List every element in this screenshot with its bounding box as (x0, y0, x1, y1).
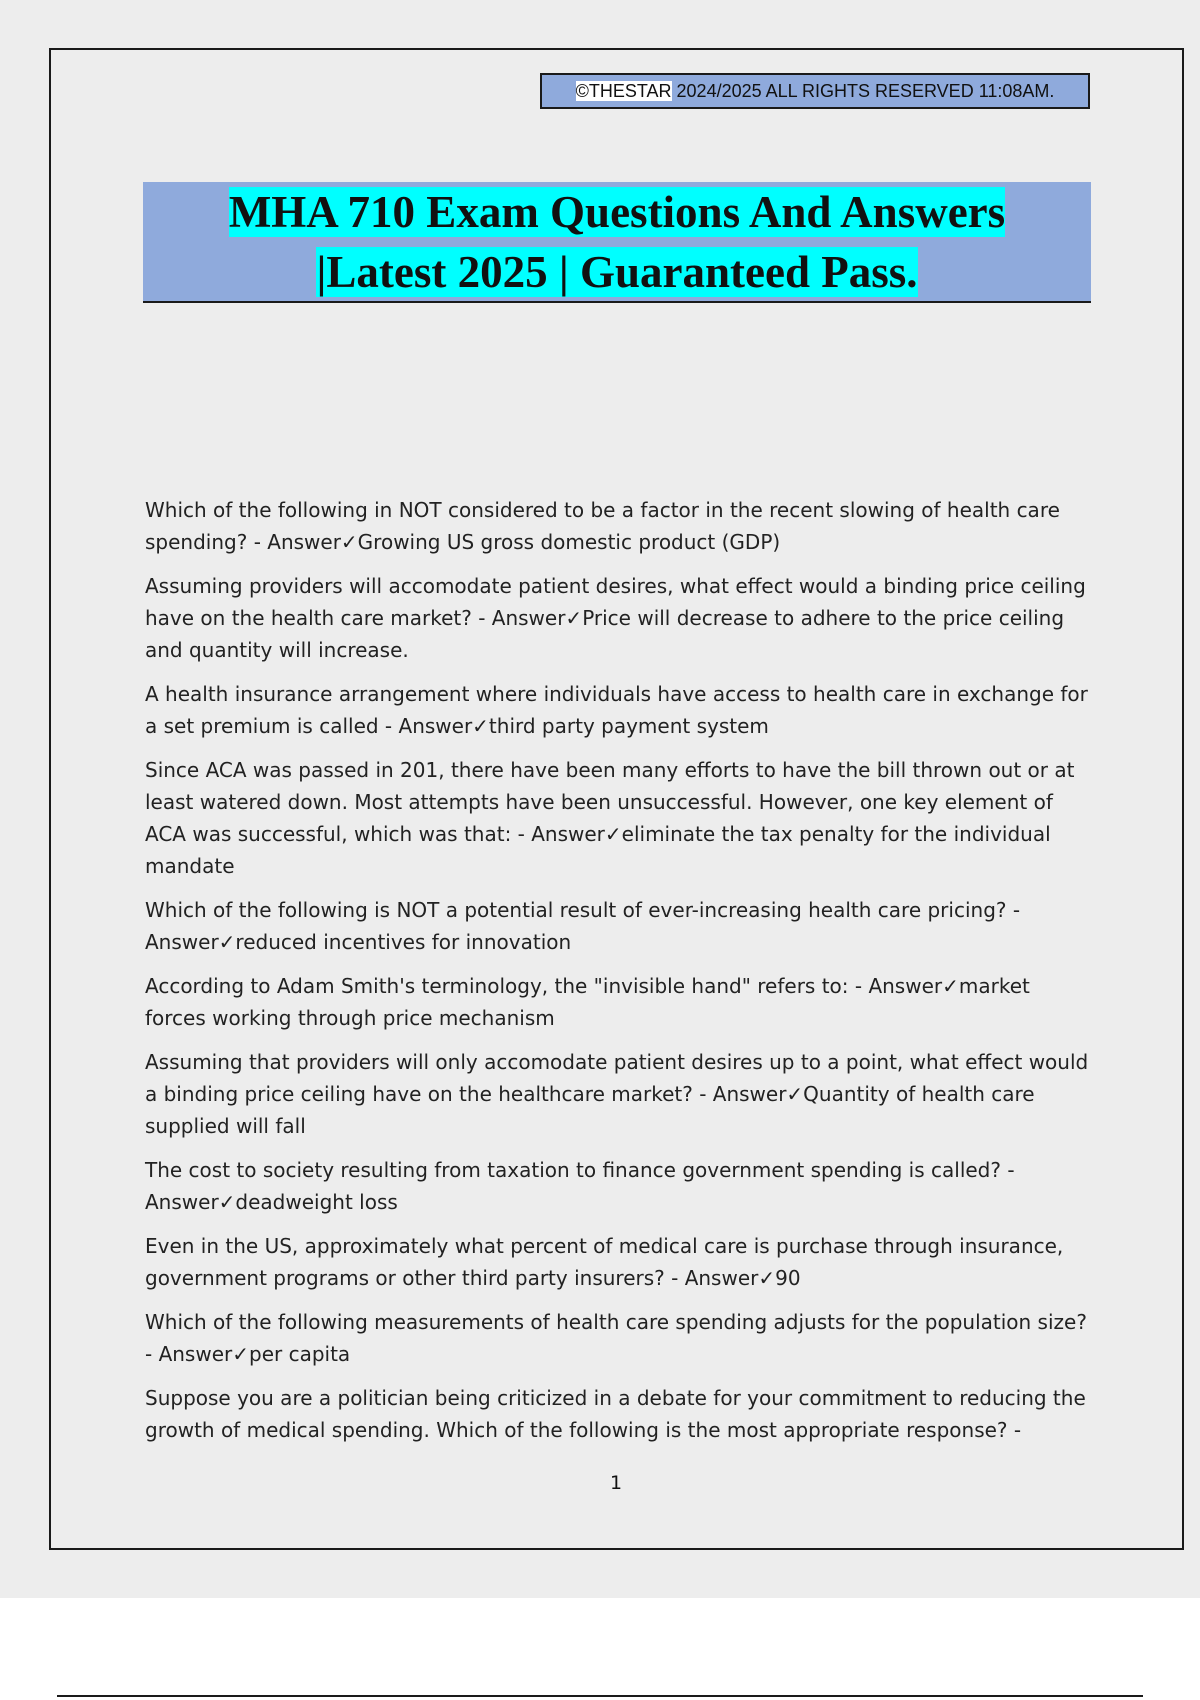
qa-item: Suppose you are a politician being criticized in a debate for your commitment to reducing the growth of medical spending. Which of the following is the most appropriate response? - (145, 1386, 1086, 1442)
qa-item: Which of the following is NOT a potential result of ever-increasing health care pricing? - Answer✓reduced incentives for innovation (145, 898, 1021, 954)
title-line-2: |Latest 2025 | Guaranteed Pass. (316, 247, 918, 297)
copyright-text: 2024/2025 ALL RIGHTS RESERVED 11:08AM. (671, 81, 1055, 101)
copyright-banner (540, 73, 1090, 109)
title-line-1: MHA 710 Exam Questions And Answers (228, 187, 1006, 237)
copyright-highlight: ©THESTAR (575, 81, 672, 101)
page-number: 1 (609, 1472, 623, 1494)
qa-item: The cost to society resulting from taxation to finance government spending is called? - Answer✓deadweight loss (145, 1158, 1015, 1214)
qa-item: Since ACA was passed in 201, there have been many efforts to have the bill thrown out or at least watered down. Most attempts have been unsuccessful. However, one key element of ACA was successful, which was that: - Answer✓eliminate the tax penalty for the individual mandate (145, 758, 1075, 878)
qa-item: Which of the following measurements of health care spending adjusts for the population size? - Answer✓per capita (145, 1310, 1087, 1366)
qa-item: A health insurance arrangement where individuals have access to health care in exchange for a set premium is called - Answer✓third party payment system (145, 682, 1088, 738)
qa-item: Which of the following in NOT considered to be a factor in the recent slowing of health care spending? - Answer✓Growing US gross domestic product (GDP) (145, 498, 1060, 554)
qa-item: Even in the US, approximately what percent of medical care is purchase through insurance, government programs or other third party insurers? - Answer✓90 (145, 1234, 1064, 1290)
divider (57, 1695, 1143, 1697)
qa-item: Assuming that providers will only accomodate patient desires up to a point, what effect would a binding price ceiling have on the healthcare market? - Answer✓Quantity of health care supplied will fall (145, 1050, 1089, 1138)
qa-item: Assuming providers will accomodate patient desires, what effect would a binding price ceiling have on the health care market? - Answer✓Price will decrease to adhere to the price ceiling and quantity will increase. (145, 574, 1086, 662)
qa-list (145, 494, 1095, 1458)
document-title (143, 182, 1091, 303)
qa-item: According to Adam Smith's terminology, the "invisible hand" refers to: - Answer✓market forces working through price mechanism (145, 974, 1030, 1030)
